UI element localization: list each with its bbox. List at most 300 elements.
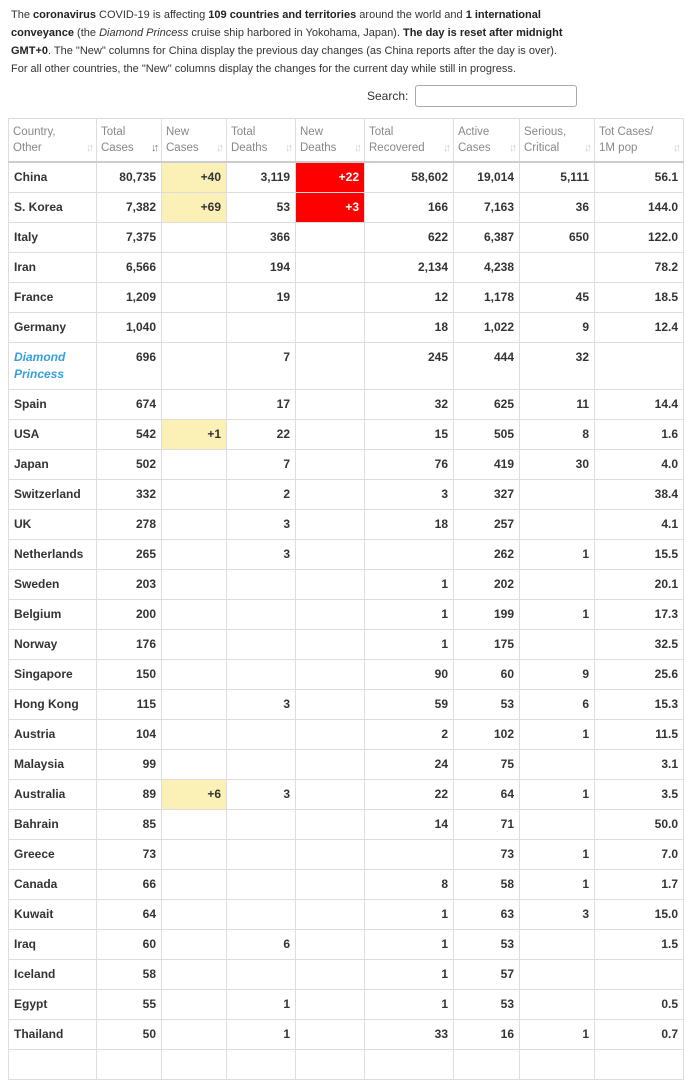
cell-total-recovered xyxy=(365,540,454,570)
table-row xyxy=(9,193,684,223)
country-name: Japan xyxy=(9,450,97,480)
table-row xyxy=(9,480,684,510)
sort-arrows-icon: ↓↑ xyxy=(509,142,514,154)
table-row xyxy=(9,720,684,750)
sort-arrows-icon: ↓↑ xyxy=(151,142,156,154)
cell-cases-per-million: 7.0 xyxy=(595,840,684,870)
intro-text: (the xyxy=(73,27,100,39)
cell-total-deaths: 2 xyxy=(227,480,296,510)
table-row xyxy=(9,810,684,840)
cell-active-cases: 53 xyxy=(454,930,520,960)
cell-total-recovered: 33 xyxy=(365,1020,454,1050)
cell-active-cases: 1,178 xyxy=(454,283,520,313)
cell-cases-per-million: 1.7 xyxy=(595,870,684,900)
cell-new-deaths xyxy=(296,480,365,510)
cell-total-deaths: 7 xyxy=(227,450,296,480)
cell-total-deaths xyxy=(227,810,296,840)
cell-total-cases: 203 xyxy=(97,570,162,600)
cell-new-cases xyxy=(162,630,227,660)
cell-new-cases xyxy=(162,480,227,510)
country-name: Iraq xyxy=(9,930,97,960)
cell-serious-critical xyxy=(520,480,595,510)
cell-new-deaths: +22 xyxy=(296,162,365,193)
cell-active-cases: 625 xyxy=(454,390,520,420)
cell-active-cases: 444 xyxy=(454,343,520,390)
table-row xyxy=(9,510,684,540)
cell-serious-critical xyxy=(520,570,595,600)
cell-new-deaths xyxy=(296,630,365,660)
cell-active-cases: 202 xyxy=(454,570,520,600)
cell-total-cases: 99 xyxy=(97,750,162,780)
search-input[interactable] xyxy=(415,85,577,107)
cell-active-cases: 53 xyxy=(454,990,520,1020)
cell-total-cases: 265 xyxy=(97,540,162,570)
column-header-serious-critical[interactable] xyxy=(520,119,595,163)
cell-new-cases xyxy=(162,900,227,930)
cell-new-cases xyxy=(162,223,227,253)
cell-new-deaths xyxy=(296,1050,365,1080)
column-header-total-cases[interactable] xyxy=(97,119,162,163)
cell-new-deaths xyxy=(296,900,365,930)
cell-total-cases: 674 xyxy=(97,390,162,420)
cell-total-deaths xyxy=(227,750,296,780)
column-header-new-deaths[interactable] xyxy=(296,119,365,163)
table-row xyxy=(9,343,684,390)
cell-serious-critical: 11 xyxy=(520,390,595,420)
table-row xyxy=(9,870,684,900)
cell-total-cases: 7,382 xyxy=(97,193,162,223)
table-row xyxy=(9,223,684,253)
country-name: Spain xyxy=(9,390,97,420)
cell-total-cases: 150 xyxy=(97,660,162,690)
cell-new-deaths xyxy=(296,660,365,690)
cell-total-recovered: 622 xyxy=(365,223,454,253)
cell-total-recovered: 1 xyxy=(365,930,454,960)
cell-active-cases: 71 xyxy=(454,810,520,840)
cell-active-cases: 262 xyxy=(454,540,520,570)
cell-serious-critical xyxy=(520,1050,595,1080)
table-row xyxy=(9,540,684,570)
sort-arrows-icon: ↓↑ xyxy=(673,142,678,154)
cell-serious-critical: 9 xyxy=(520,660,595,690)
column-header-total-deaths[interactable] xyxy=(227,119,296,163)
country-name: Switzerland xyxy=(9,480,97,510)
table-row xyxy=(9,660,684,690)
cell-total-cases: 696 xyxy=(97,343,162,390)
cell-active-cases: 505 xyxy=(454,420,520,450)
cell-cases-per-million: 4.1 xyxy=(595,510,684,540)
cell-total-recovered: 32 xyxy=(365,390,454,420)
cell-total-recovered: 3 xyxy=(365,480,454,510)
cell-total-recovered: 90 xyxy=(365,660,454,690)
cell-total-recovered: 1 xyxy=(365,600,454,630)
header-label-line1: New xyxy=(166,126,190,138)
country-name: S. Korea xyxy=(9,193,97,223)
cell-cases-per-million: 32.5 xyxy=(595,630,684,660)
intro-text: The xyxy=(11,9,34,21)
cell-total-cases: 104 xyxy=(97,720,162,750)
header-label-line2: Cases xyxy=(458,142,491,154)
country-name: Malaysia xyxy=(9,750,97,780)
country-link[interactable]: Diamond Princess xyxy=(9,343,97,390)
cell-serious-critical: 1 xyxy=(520,870,595,900)
cell-new-cases xyxy=(162,510,227,540)
search-bar xyxy=(367,85,577,107)
cell-new-deaths xyxy=(296,930,365,960)
table-row xyxy=(9,313,684,343)
cell-total-recovered: 15 xyxy=(365,420,454,450)
cell-total-recovered: 1 xyxy=(365,900,454,930)
cell-total-recovered: 76 xyxy=(365,450,454,480)
cell-new-cases xyxy=(162,720,227,750)
cell-new-cases xyxy=(162,283,227,313)
cell-serious-critical xyxy=(520,253,595,283)
cell-cases-per-million: 0.5 xyxy=(595,990,684,1020)
cell-cases-per-million: 4.0 xyxy=(595,450,684,480)
cell-cases-per-million: 50.0 xyxy=(595,810,684,840)
cell-total-recovered: 8 xyxy=(365,870,454,900)
column-header-country[interactable] xyxy=(9,119,97,163)
country-name: Bahrain xyxy=(9,810,97,840)
cell-active-cases: 60 xyxy=(454,660,520,690)
cell-active-cases: 16 xyxy=(454,1020,520,1050)
column-header-active-cases[interactable] xyxy=(454,119,520,163)
cell-total-deaths xyxy=(227,313,296,343)
cell-new-cases xyxy=(162,390,227,420)
cell-serious-critical: 30 xyxy=(520,450,595,480)
cell-total-recovered: 14 xyxy=(365,810,454,840)
cell-new-cases xyxy=(162,1050,227,1080)
header-label-line2: Other xyxy=(13,142,42,154)
cell-serious-critical xyxy=(520,930,595,960)
cell-cases-per-million: 25.6 xyxy=(595,660,684,690)
cell-total-cases: 278 xyxy=(97,510,162,540)
cell-cases-per-million: 11.5 xyxy=(595,720,684,750)
cell-total-deaths xyxy=(227,1050,296,1080)
country-name: Belgium xyxy=(9,600,97,630)
cell-new-cases xyxy=(162,660,227,690)
cell-total-deaths: 3,119 xyxy=(227,162,296,193)
cell-total-deaths: 366 xyxy=(227,223,296,253)
cell-new-deaths xyxy=(296,223,365,253)
cell-serious-critical: 5,111 xyxy=(520,162,595,193)
intro-text: cruise ship harbored in Yokohama, Japan). xyxy=(188,27,403,39)
header-label-line1: New xyxy=(300,126,324,138)
intro-text: COVID-19 is affecting xyxy=(95,9,209,21)
cell-new-deaths xyxy=(296,810,365,840)
cell-total-deaths xyxy=(227,900,296,930)
header-label-line1: Active xyxy=(458,126,490,138)
cell-cases-per-million: 14.4 xyxy=(595,390,684,420)
country-name: UK xyxy=(9,510,97,540)
header-label-line1: Serious, xyxy=(524,126,567,138)
column-header-cases-per-million[interactable] xyxy=(595,119,684,163)
cell-total-deaths xyxy=(227,630,296,660)
cell-new-cases xyxy=(162,750,227,780)
table-row xyxy=(9,1020,684,1050)
cell-new-deaths xyxy=(296,570,365,600)
table-row xyxy=(9,390,684,420)
cell-cases-per-million: 56.1 xyxy=(595,162,684,193)
cell-serious-critical xyxy=(520,630,595,660)
country-name: Kuwait xyxy=(9,900,97,930)
cell-cases-per-million xyxy=(595,960,684,990)
cell-total-recovered xyxy=(365,840,454,870)
cell-total-deaths: 3 xyxy=(227,510,296,540)
intro-text: . The "New" columns for China display the previous day changes (as China reports after the day is over). For all other countries, the "New" columns display the changes for the current day while still in progress. xyxy=(11,45,557,75)
cell-total-cases: 502 xyxy=(97,450,162,480)
cell-new-cases xyxy=(162,343,227,390)
country-name: Singapore xyxy=(9,660,97,690)
cell-new-cases xyxy=(162,540,227,570)
cell-cases-per-million xyxy=(595,1050,684,1080)
table-row xyxy=(9,960,684,990)
cell-active-cases: 63 xyxy=(454,900,520,930)
cell-active-cases: 327 xyxy=(454,480,520,510)
table-row xyxy=(9,900,684,930)
cell-cases-per-million: 17.3 xyxy=(595,600,684,630)
cell-total-deaths: 3 xyxy=(227,780,296,810)
table-row xyxy=(9,283,684,313)
cell-cases-per-million: 15.3 xyxy=(595,690,684,720)
header-label-line2: Deaths xyxy=(231,142,268,154)
cell-new-deaths xyxy=(296,510,365,540)
table-row xyxy=(9,420,684,450)
search-label: Search: xyxy=(367,89,409,103)
cell-serious-critical: 6 xyxy=(520,690,595,720)
cell-cases-per-million: 144.0 xyxy=(595,193,684,223)
cell-total-recovered: 18 xyxy=(365,510,454,540)
cell-total-recovered: 166 xyxy=(365,193,454,223)
table-row xyxy=(9,990,684,1020)
cell-total-cases: 89 xyxy=(97,780,162,810)
sort-arrows-icon: ↓↑ xyxy=(216,142,221,154)
cell-total-recovered: 12 xyxy=(365,283,454,313)
cell-serious-critical: 1 xyxy=(520,600,595,630)
cell-cases-per-million: 1.5 xyxy=(595,930,684,960)
cell-total-deaths: 1 xyxy=(227,990,296,1020)
cell-total-cases: 1,040 xyxy=(97,313,162,343)
cell-new-cases xyxy=(162,1020,227,1050)
cell-serious-critical xyxy=(520,990,595,1020)
column-header-total-recovered[interactable] xyxy=(365,119,454,163)
cell-total-deaths: 53 xyxy=(227,193,296,223)
country-name: Hong Kong xyxy=(9,690,97,720)
cell-new-deaths xyxy=(296,313,365,343)
cell-total-recovered: 1 xyxy=(365,630,454,660)
table-row xyxy=(9,162,684,193)
cell-total-recovered: 22 xyxy=(365,780,454,810)
cell-active-cases xyxy=(454,1050,520,1080)
cell-new-cases xyxy=(162,990,227,1020)
header-label-line1: Total xyxy=(101,126,126,138)
cell-total-cases: 50 xyxy=(97,1020,162,1050)
cell-new-deaths xyxy=(296,390,365,420)
cell-new-cases: +40 xyxy=(162,162,227,193)
cell-total-cases: 542 xyxy=(97,420,162,450)
cell-new-cases xyxy=(162,690,227,720)
sort-arrows-icon: ↓↑ xyxy=(285,142,290,154)
cell-total-deaths: 1 xyxy=(227,1020,296,1050)
cell-new-deaths xyxy=(296,870,365,900)
cell-new-deaths xyxy=(296,1020,365,1050)
cell-total-cases: 80,735 xyxy=(97,162,162,193)
cell-total-recovered: 59 xyxy=(365,690,454,720)
table-header xyxy=(9,119,684,163)
cell-total-cases: 332 xyxy=(97,480,162,510)
cell-total-deaths: 7 xyxy=(227,343,296,390)
cell-active-cases: 199 xyxy=(454,600,520,630)
cell-total-recovered: 1 xyxy=(365,960,454,990)
header-label-line1: Total xyxy=(231,126,256,138)
cell-total-deaths: 3 xyxy=(227,690,296,720)
header-row xyxy=(9,119,684,163)
cases-table xyxy=(8,118,684,1080)
cell-total-recovered: 1 xyxy=(365,570,454,600)
country-name: Sweden xyxy=(9,570,97,600)
cell-new-cases xyxy=(162,253,227,283)
cell-new-cases: +6 xyxy=(162,780,227,810)
cell-new-cases: +69 xyxy=(162,193,227,223)
cell-total-deaths xyxy=(227,720,296,750)
cell-new-cases xyxy=(162,600,227,630)
cell-total-recovered: 2,134 xyxy=(365,253,454,283)
header-label-line2: Recovered xyxy=(369,142,425,154)
cell-active-cases: 57 xyxy=(454,960,520,990)
country-name: Egypt xyxy=(9,990,97,1020)
table-row xyxy=(9,600,684,630)
cell-total-cases: 58 xyxy=(97,960,162,990)
cell-serious-critical: 1 xyxy=(520,1020,595,1050)
cell-new-deaths xyxy=(296,283,365,313)
cell-total-cases: 176 xyxy=(97,630,162,660)
table-row xyxy=(9,930,684,960)
table-row xyxy=(9,570,684,600)
intro-paragraph xyxy=(11,6,571,78)
cell-serious-critical: 45 xyxy=(520,283,595,313)
cell-new-deaths xyxy=(296,343,365,390)
cell-total-deaths: 22 xyxy=(227,420,296,450)
cell-new-cases xyxy=(162,810,227,840)
country-name: China xyxy=(9,162,97,193)
cell-total-deaths: 17 xyxy=(227,390,296,420)
country-name: France xyxy=(9,283,97,313)
cell-cases-per-million: 3.1 xyxy=(595,750,684,780)
cell-new-cases xyxy=(162,313,227,343)
cell-total-deaths xyxy=(227,960,296,990)
cell-active-cases: 257 xyxy=(454,510,520,540)
table-row xyxy=(9,1050,684,1080)
cell-serious-critical: 36 xyxy=(520,193,595,223)
cell-total-deaths: 19 xyxy=(227,283,296,313)
cell-new-cases xyxy=(162,840,227,870)
header-label-line2: Deaths xyxy=(300,142,337,154)
cell-total-recovered: 18 xyxy=(365,313,454,343)
cell-total-cases: 7,375 xyxy=(97,223,162,253)
cell-serious-critical: 1 xyxy=(520,540,595,570)
cell-active-cases: 75 xyxy=(454,750,520,780)
sort-arrows-icon: ↓↑ xyxy=(354,142,359,154)
cell-total-recovered: 58,602 xyxy=(365,162,454,193)
cell-total-recovered: 245 xyxy=(365,343,454,390)
cell-active-cases: 102 xyxy=(454,720,520,750)
cell-total-recovered: 2 xyxy=(365,720,454,750)
cell-cases-per-million: 38.4 xyxy=(595,480,684,510)
country-name: USA xyxy=(9,420,97,450)
cell-total-cases: 64 xyxy=(97,900,162,930)
cell-new-deaths xyxy=(296,450,365,480)
cell-new-cases xyxy=(162,960,227,990)
cell-serious-critical: 1 xyxy=(520,720,595,750)
cell-new-deaths xyxy=(296,720,365,750)
cell-new-cases xyxy=(162,870,227,900)
country-name: Canada xyxy=(9,870,97,900)
column-header-new-cases[interactable] xyxy=(162,119,227,163)
table-row xyxy=(9,690,684,720)
cell-active-cases: 6,387 xyxy=(454,223,520,253)
cell-serious-critical: 3 xyxy=(520,900,595,930)
cell-total-cases: 85 xyxy=(97,810,162,840)
intro-italic: Diamond Princess xyxy=(99,27,189,39)
intro-text: around the world and xyxy=(356,9,466,21)
cell-cases-per-million: 15.5 xyxy=(595,540,684,570)
cell-active-cases: 58 xyxy=(454,870,520,900)
cell-serious-critical xyxy=(520,510,595,540)
cell-active-cases: 64 xyxy=(454,780,520,810)
intro-bold: 109 countries and territories xyxy=(208,9,357,21)
header-label-line1: Country, xyxy=(13,126,56,138)
cell-active-cases: 419 xyxy=(454,450,520,480)
cell-cases-per-million: 1.6 xyxy=(595,420,684,450)
cell-new-cases xyxy=(162,930,227,960)
cell-total-cases: 1,209 xyxy=(97,283,162,313)
cell-active-cases: 1,022 xyxy=(454,313,520,343)
country-name xyxy=(9,1050,97,1080)
country-name: Greece xyxy=(9,840,97,870)
country-name: Italy xyxy=(9,223,97,253)
table-row xyxy=(9,253,684,283)
country-name: Australia xyxy=(9,780,97,810)
country-name: Germany xyxy=(9,313,97,343)
table-body xyxy=(9,162,684,1080)
cell-cases-per-million: 18.5 xyxy=(595,283,684,313)
cell-total-deaths: 194 xyxy=(227,253,296,283)
cell-total-cases: 73 xyxy=(97,840,162,870)
cell-cases-per-million: 15.0 xyxy=(595,900,684,930)
cell-total-recovered: 24 xyxy=(365,750,454,780)
cell-total-cases: 55 xyxy=(97,990,162,1020)
cell-cases-per-million: 12.4 xyxy=(595,313,684,343)
country-name: Iran xyxy=(9,253,97,283)
cell-cases-per-million: 78.2 xyxy=(595,253,684,283)
header-label-line2: Critical xyxy=(524,142,560,154)
intro-bold: 1 international conveyance xyxy=(11,9,541,39)
header-label-line2: Cases xyxy=(166,142,199,154)
cell-active-cases: 7,163 xyxy=(454,193,520,223)
cell-cases-per-million xyxy=(595,343,684,390)
cell-total-cases: 6,566 xyxy=(97,253,162,283)
cell-active-cases: 73 xyxy=(454,840,520,870)
cell-total-deaths xyxy=(227,840,296,870)
cell-total-cases: 200 xyxy=(97,600,162,630)
cell-serious-critical xyxy=(520,750,595,780)
cell-serious-critical: 1 xyxy=(520,840,595,870)
cell-total-cases: 66 xyxy=(97,870,162,900)
cell-new-deaths xyxy=(296,690,365,720)
country-name: Norway xyxy=(9,630,97,660)
cell-cases-per-million: 3.5 xyxy=(595,780,684,810)
cell-new-deaths xyxy=(296,540,365,570)
